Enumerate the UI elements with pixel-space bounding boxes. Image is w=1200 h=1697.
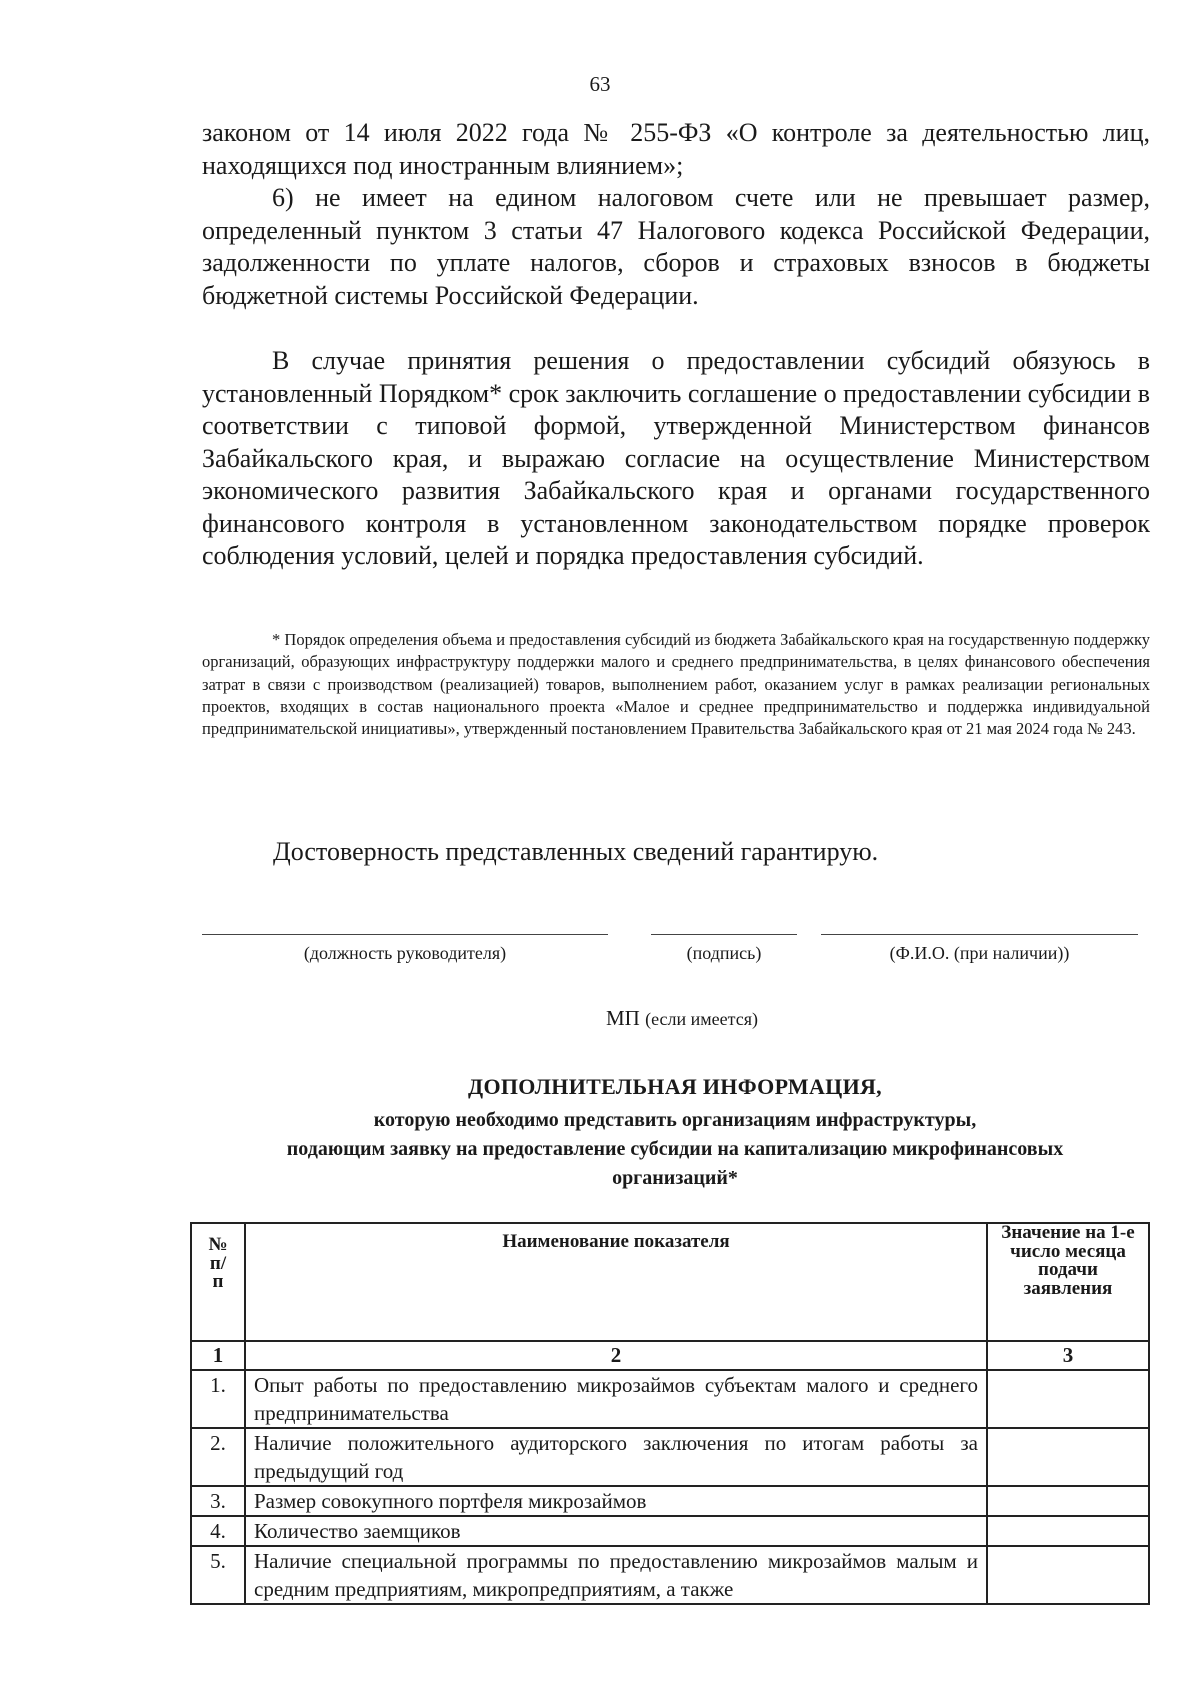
table-row [191,1516,1149,1546]
row-number: 4. [191,1516,245,1546]
row-indicator: Наличие специальной программы по предоставлению микрозаймов малым и средним предприятиям, микропредприятиям, а также [245,1546,987,1604]
position-caption: (должность руководителя) [303,943,507,963]
row-number: 1. [191,1370,245,1428]
row-number: 5. [191,1546,245,1604]
paragraph-text: 6) не имеет на едином налоговом счете или не превышает размер, определенный пунктом 3 статьи 47 Налогового кодекса Российской Федерации, задолженности по уплате налогов, сборов и страховых взносов в бюджеты бюджетной системы Российской Федерации. [202,183,1150,310]
row-indicator: Опыт работы по предоставлению микрозаймов субъектам малого и среднего предпринимательства [245,1370,987,1428]
paragraph-text: В случае принятия решения о предоставлении субсидий обязуюсь в установленный Порядком* срок заключить соглашение о предоставлении субсидии в соответствии с типовой формой, утвержденной Министерством финансов Забайкальского края, и выражаю согласие на осуществление Министерством экономического развития Забайкальского края и органами государственного финансового контроля в установленном законодательством порядке проверок соблюдения условий, целей и порядка предоставления субсидий. [202,346,1150,570]
row-number: 2. [191,1428,245,1486]
table-row [191,1428,1149,1486]
section-subtitle [190,1106,1160,1193]
header-value: Значение на 1-е число месяца подачи заявления [987,1223,1149,1341]
subtitle-line: которую необходимо представить организациям инфраструктуры, [373,1109,977,1131]
header-number-line: п/ [209,1252,227,1274]
column-number: 1 [191,1341,245,1370]
name-signature-line [821,934,1138,935]
paragraph-obligation [202,345,1150,573]
row-indicator: Размер совокупного портфеля микрозаймов [245,1486,987,1516]
stamp-place [606,1006,758,1031]
table-row [191,1546,1149,1604]
footnote: * Порядок определения объема и предоставления субсидий из бюджета Забайкальского края на государственную поддержку организаций, образующих инфраструктуру поддержки малого и среднего предпринимательства, в целях финансового обеспечения затрат в связи с производством (реализацией) товаров, выполнением работ, оказанием услуг в рамках реализации региональных проектов, входящих в состав национального проекта «Малое и среднее предпринимательство и поддержка индивидуальной предпринимательской инициативы», утвержденный постановлением Правительства Забайкальского края от 21 мая 2024 года № 243. [202,630,1150,739]
header-indicator-name: Наименование показателя [245,1223,987,1341]
header-number-line: № [208,1234,228,1255]
signature-caption: (подпись) [686,943,762,963]
row-number: 3. [191,1486,245,1516]
row-value-cell[interactable] [987,1428,1149,1486]
column-number-row [191,1341,1149,1370]
paragraph-law-continuation [202,117,1150,182]
subtitle-line: подающим заявку на предоставление субсидии на капитализацию микрофинансовых [286,1138,1064,1160]
position-signature-line [202,934,608,935]
section-title: ДОПОЛНИТЕЛЬНАЯ ИНФОРМАЦИЯ, [468,1074,882,1099]
table-row [191,1486,1149,1516]
row-value-cell[interactable] [987,1546,1149,1604]
guarantee-statement: Достоверность представленных сведений гарантирую. [273,837,879,866]
name-caption: (Ф.И.О. (при наличии)) [889,943,1070,963]
column-number: 2 [245,1341,987,1370]
row-value-cell[interactable] [987,1370,1149,1428]
header-number-line: п [212,1271,224,1292]
additional-info-table [190,1222,1150,1605]
signature-line [651,934,797,935]
header-number [191,1223,245,1341]
stamp-note: (если имеется) [645,1009,758,1029]
stamp-label: МП [606,1006,640,1030]
page-number: 63 [589,72,611,96]
table-row [191,1370,1149,1428]
row-indicator: Наличие положительного аудиторского заключения по итогам работы за предыдущий год [245,1428,987,1486]
paragraph-text: законом от 14 июля 2022 года № 255-ФЗ «О контроле за деятельностью лиц, находящихся под иностранным влиянием»; [202,118,1150,180]
row-value-cell[interactable] [987,1516,1149,1546]
column-number: 3 [987,1341,1149,1370]
subtitle-line: организаций* [612,1167,738,1189]
row-value-cell[interactable] [987,1486,1149,1516]
paragraph-item-6 [202,182,1150,312]
table-header-row [191,1223,1149,1341]
row-indicator: Количество заемщиков [245,1516,987,1546]
